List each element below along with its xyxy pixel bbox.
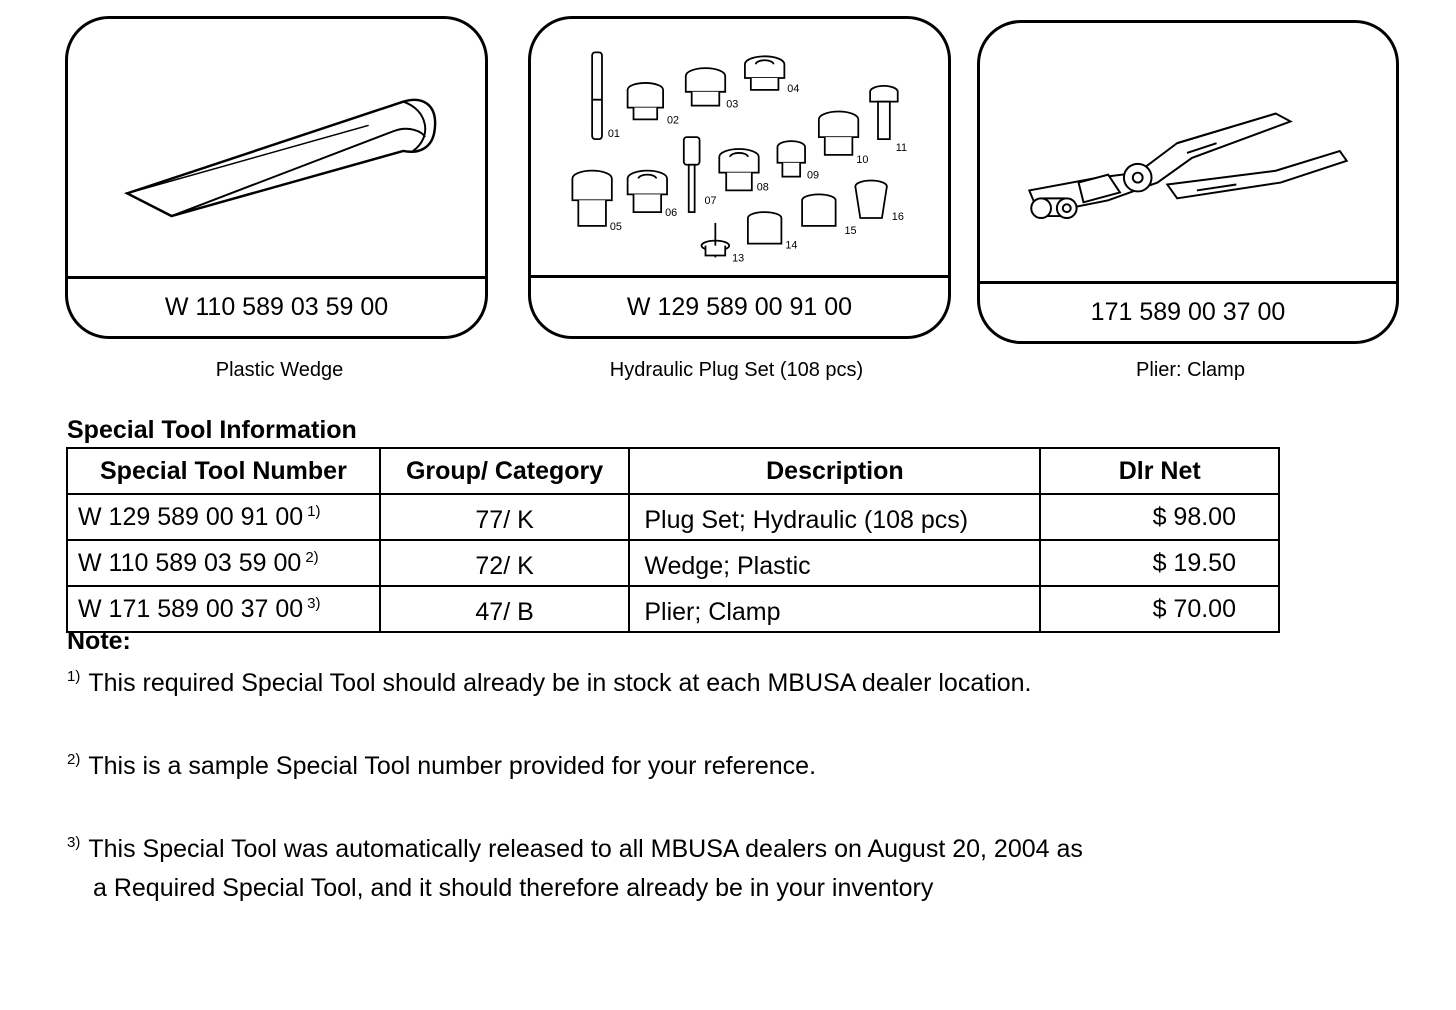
svg-text:06: 06 bbox=[665, 207, 678, 220]
svg-text:08: 08 bbox=[756, 181, 769, 194]
svg-text:13: 13 bbox=[732, 252, 745, 265]
column-header-group: Group/ Category bbox=[380, 448, 630, 494]
table-row bbox=[67, 494, 1279, 540]
tool-caption: Hydraulic Plug Set (108 pcs) bbox=[609, 359, 864, 381]
footnote-text: This is a sample Special Tool number provided for your reference. bbox=[88, 752, 817, 780]
svg-text:07: 07 bbox=[704, 195, 717, 208]
column-header-dlr-net: Dlr Net bbox=[1040, 448, 1279, 494]
group-cell: 77/ K bbox=[380, 494, 630, 540]
svg-text:14: 14 bbox=[785, 239, 798, 252]
svg-text:02: 02 bbox=[667, 114, 680, 127]
footnote-text: This required Special Tool should already be in stock at each MBUSA dealer location. bbox=[88, 669, 1032, 697]
table-row bbox=[67, 540, 1279, 586]
tool-number-cell bbox=[67, 540, 380, 586]
table-row bbox=[67, 586, 1279, 632]
description-cell: Plier; Clamp bbox=[629, 586, 1040, 632]
svg-text:10: 10 bbox=[856, 153, 869, 166]
footnote-marker: 2) bbox=[67, 751, 81, 768]
footnote-3 bbox=[67, 834, 1083, 903]
column-header-description: Description bbox=[629, 448, 1040, 494]
footnote-text-continued: a Required Special Tool, and it should therefore already be in your inventory bbox=[93, 874, 934, 902]
tool-number-cell bbox=[67, 494, 380, 540]
svg-text:16: 16 bbox=[891, 210, 904, 223]
footnote-1 bbox=[67, 668, 1031, 698]
tool-caption: Plier: Clamp bbox=[1136, 359, 1245, 381]
svg-text:11: 11 bbox=[895, 141, 908, 154]
svg-text:01: 01 bbox=[607, 128, 620, 141]
svg-text:04: 04 bbox=[787, 82, 800, 95]
footnote-marker: 1) bbox=[67, 668, 81, 685]
special-tool-table bbox=[66, 447, 1280, 633]
footnote-text: This Special Tool was automatically released to all MBUSA dealers on August 20, 2004 as bbox=[88, 835, 1083, 863]
tool-number: W 129 589 00 91 00 bbox=[78, 502, 304, 531]
svg-text:15: 15 bbox=[844, 224, 857, 237]
hydraulic-plug-set-illustration bbox=[531, 19, 948, 277]
footnote-2 bbox=[67, 751, 816, 781]
tool-card-clamp-plier bbox=[977, 20, 1399, 344]
group-cell: 72/ K bbox=[380, 540, 630, 586]
tool-card-hydraulic-plug-set bbox=[528, 16, 951, 339]
clamp-plier-illustration bbox=[980, 23, 1396, 281]
column-header-tool-number: Special Tool Number bbox=[67, 448, 380, 494]
tool-number-label: 171 589 00 37 00 bbox=[980, 281, 1396, 341]
tool-number: W 171 589 00 37 00 bbox=[78, 594, 304, 623]
plastic-wedge-illustration bbox=[68, 19, 485, 278]
svg-text:09: 09 bbox=[807, 169, 820, 182]
price-cell: $ 19.50 bbox=[1040, 540, 1279, 586]
footnote-marker: 1) bbox=[307, 502, 321, 520]
tool-caption: Plastic Wedge bbox=[215, 359, 344, 381]
group-cell: 47/ B bbox=[380, 586, 630, 632]
footnote-marker: 3) bbox=[307, 594, 321, 612]
tool-card-plastic-wedge bbox=[65, 16, 488, 339]
table-header-row bbox=[67, 448, 1279, 494]
section-title: Special Tool Information bbox=[67, 416, 357, 444]
tool-number-label: W 129 589 00 91 00 bbox=[531, 275, 948, 336]
price-cell: $ 98.00 bbox=[1040, 494, 1279, 540]
tool-number-label: W 110 589 03 59 00 bbox=[68, 276, 485, 336]
footnote-marker: 3) bbox=[67, 834, 81, 851]
svg-text:03: 03 bbox=[726, 98, 739, 111]
price-cell: $ 70.00 bbox=[1040, 586, 1279, 632]
footnote-marker: 2) bbox=[305, 548, 319, 566]
description-cell: Wedge; Plastic bbox=[629, 540, 1040, 586]
tool-number: W 110 589 03 59 00 bbox=[78, 548, 302, 577]
description-cell: Plug Set; Hydraulic (108 pcs) bbox=[629, 494, 1040, 540]
tool-number-cell bbox=[67, 586, 380, 632]
svg-text:05: 05 bbox=[609, 220, 622, 233]
note-title: Note: bbox=[67, 627, 131, 655]
